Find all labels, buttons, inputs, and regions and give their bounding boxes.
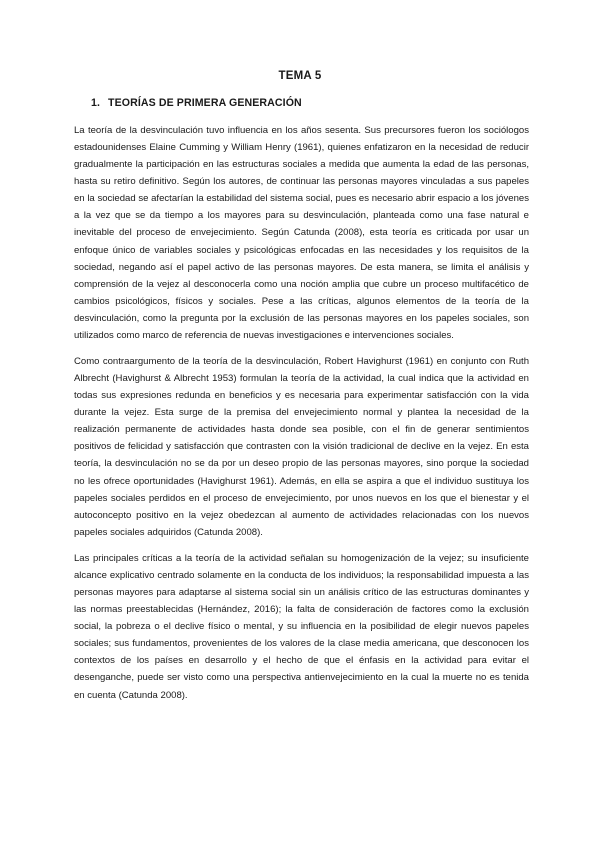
body-text: [74, 122, 529, 713]
section-number: 1.: [91, 97, 101, 109]
paragraph-actividad: Como contraargumento de la teoría de la desvinculación, Robert Havighurst (1961) en conjunto con Ruth Albrecht (Havighurst & Albrecht 1953) formulan la teoría de la actividad, la cual indica que la actividad en todas sus expresiones redunda en beneficios y es necesaria para experimentar satisfacción con la vida durante la vejez. Esta surge de la premisa del envejecimiento normal y plantea la necesidad de la realización permanente de actividades hasta donde sea posible, con el fin de generar sentimientos positivos de felicidad y satisfacción que contrasten con la visión tradicional de declive en la vejez. En esta teoría, la desvinculación no se da por un deseo propio de las personas mayores, sino porque la sociedad no les ofrece oportunidades (Havighurst 1961). Además, en ella se aspira a que el individuo sustituya los papeles sociales perdidos en el proceso de envejecimiento, por unos nuevos en los que el bienestar y el autoconcepto positivo en la vejez obedezcan al aumento de actividades relacionadas con los nuevos papeles sociales adquiridos (Catunda 2008).: [74, 356, 529, 538]
paragraph-criticas: Las principales críticas a la teoría de la actividad señalan su homogenización de la vejez; su insuficiente alcance explicativo centrado solamente en la conducta de los individuos; la responsabilidad impuesta a las personas mayores para adaptarse al sistema social sin un análisis crítico de las estructuras dominantes y las normas preestablecidas (Hernández, 2016); la falta de consideración de factores como la exclusión social, la pobreza o el declive físico o mental, y su influencia en la posibilidad de elegir nuevos papeles sociales; sus fundamentos, provenientes de los valores de la clase media americana, que desconocen los contextos de los países en desarrollo y el hecho de que el énfasis en la actividad para evitar el desenganche, puede ser visto como una perspectiva antienvejecimiento en la cual la muerte no es tenida en cuenta (Catunda 2008).: [74, 552, 529, 701]
section-heading-text: TEORÍAS DE PRIMERA GENERACIÓN: [108, 97, 302, 109]
section-heading: [91, 97, 302, 109]
page-title: TEMA 5: [278, 70, 322, 82]
paragraph-desvinculacion: La teoría de la desvinculación tuvo influencia en los años sesenta. Sus precursores fueron los sociólogos estadounidenses Elaine Cumming y William Henry (1961), quienes enfatizaron en la necesidad de reducir gradualmente la participación en las estructuras sociales a medida que aumenta la edad de las personas, hasta su retiro definitivo. Según los autores, de continuar las personas mayores vinculadas a sus papeles en la sociedad se afectarían la estabilidad del sistema social, pues es necesario abrir espacio a los jóvenes a la vez que se da tiempo a los mayores para su desvinculación, planteada como una fase natural e inevitable del proceso de envejecimiento. Según Catunda (2008), esta teoría es criticada por usar un enfoque único de variables sociales y psicológicas enfocadas en las necesidades y los requisitos de la sociedad, negando así el papel activo de las personas mayores. De esta manera, se limita el análisis y comprensión de la vejez al desconocerla como una noción amplia que cubre un proceso multifacético de cambios psicológicos, físicos y sociales. Pese a las críticas, algunos elementos de la teoría de la desvinculación, como la pregunta por la exclusión de las personas mayores en los papeles sociales, son utilizados como marco de referencia de nuevas investigaciones e intervenciones sociales.: [74, 125, 529, 341]
